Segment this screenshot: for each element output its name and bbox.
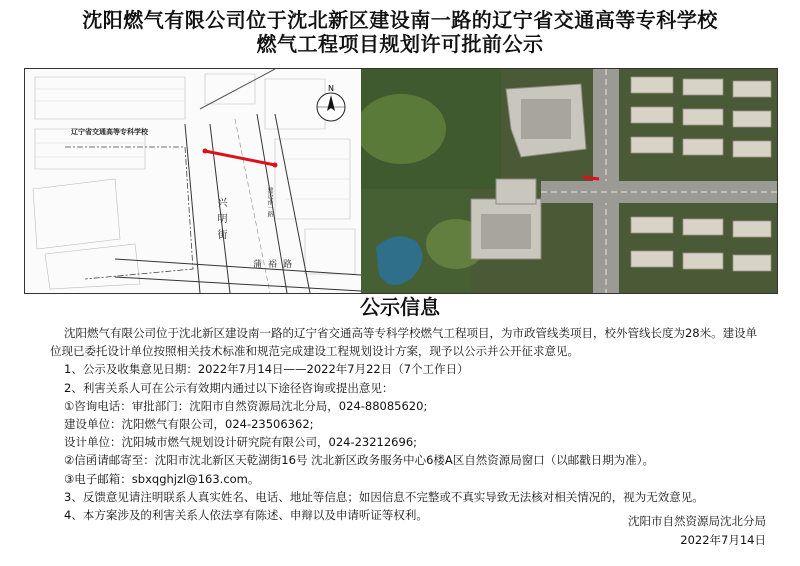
- signature-date: 2022年7月14日: [680, 533, 766, 547]
- consult-phone: ①咨询电话：审批部门：沈阳市自然资源局沈北分局，024-88085620;: [64, 398, 428, 413]
- builder-phone: 建设单位：沈阳燃气有限公司，024-23506362;: [64, 417, 314, 432]
- item-dates: 1、公示及收集意见日期：2022年7月14日——2022年7月22日（7个工作日）: [64, 362, 469, 377]
- item-channels: 2、利害关系人可在公示有效期内通过以下途径咨询或提出意见：: [64, 380, 394, 395]
- satellite-image: [361, 69, 777, 293]
- title-line-1: 沈阳燃气有限公司位于沈北新区建设南一路的辽宁省交通高等专科学校: [82, 8, 718, 32]
- item-feedback: 3、反馈意见请注明联系人真实姓名、电话、地址等信息；如因信息不完整或不真实导致无法核对相关情况的，视为无效意见。: [64, 489, 704, 504]
- map-panel: [24, 68, 778, 294]
- satellite-svg: [361, 69, 777, 293]
- planning-drawing: [25, 69, 361, 293]
- title-line-2: 燃气工程项目规划许可批前公示: [256, 32, 544, 56]
- mail-address: ②信函请邮寄至：沈阳市沈北新区天乾湖街16号 沈北新区政务服务中心6楼A区自然资源局窗口（以邮戳日期为准）。: [64, 453, 655, 468]
- info-heading: 公示信息: [360, 295, 440, 319]
- email-address[interactable]: ③电子邮箱：sbxqghjzl@163.com。: [64, 471, 260, 486]
- notice-body: [50, 324, 764, 524]
- planning-drawing-svg: [25, 69, 361, 293]
- gas-pipe-marker: [583, 177, 599, 179]
- signature-block: [628, 512, 766, 550]
- school-label: 辽宁省交通高等专科学校: [71, 128, 148, 136]
- notice-title: [0, 8, 800, 56]
- signature-org: 沈阳市自然资源局沈北分局: [628, 514, 766, 528]
- svg-text:N: N: [328, 84, 334, 93]
- designer-phone: 设计单位：沈阳城市燃气规划设计研究院有限公司，024-23212696;: [64, 435, 418, 450]
- item-rights: 4、本方案涉及的利害关系人依法享有陈述、申辩以及申请听证等权利。: [64, 508, 428, 523]
- street-label-xingming: 兴明街: [215, 197, 226, 245]
- street-label-puyu: 蒲裕路: [253, 260, 299, 270]
- street-label-jianshe: 建设南一路: [266, 187, 273, 217]
- intro-paragraph: 沈阳燃气有限公司位于沈北新区建设南一路的辽宁省交通高等专科学校燃气工程项目，为市政管线类项目，校外管线长度为28米。建设单位现已委托设计单位按照相关技术标准和规范完成建设工程规划设计方案，现予以公示并公开征求意见。: [50, 326, 758, 359]
